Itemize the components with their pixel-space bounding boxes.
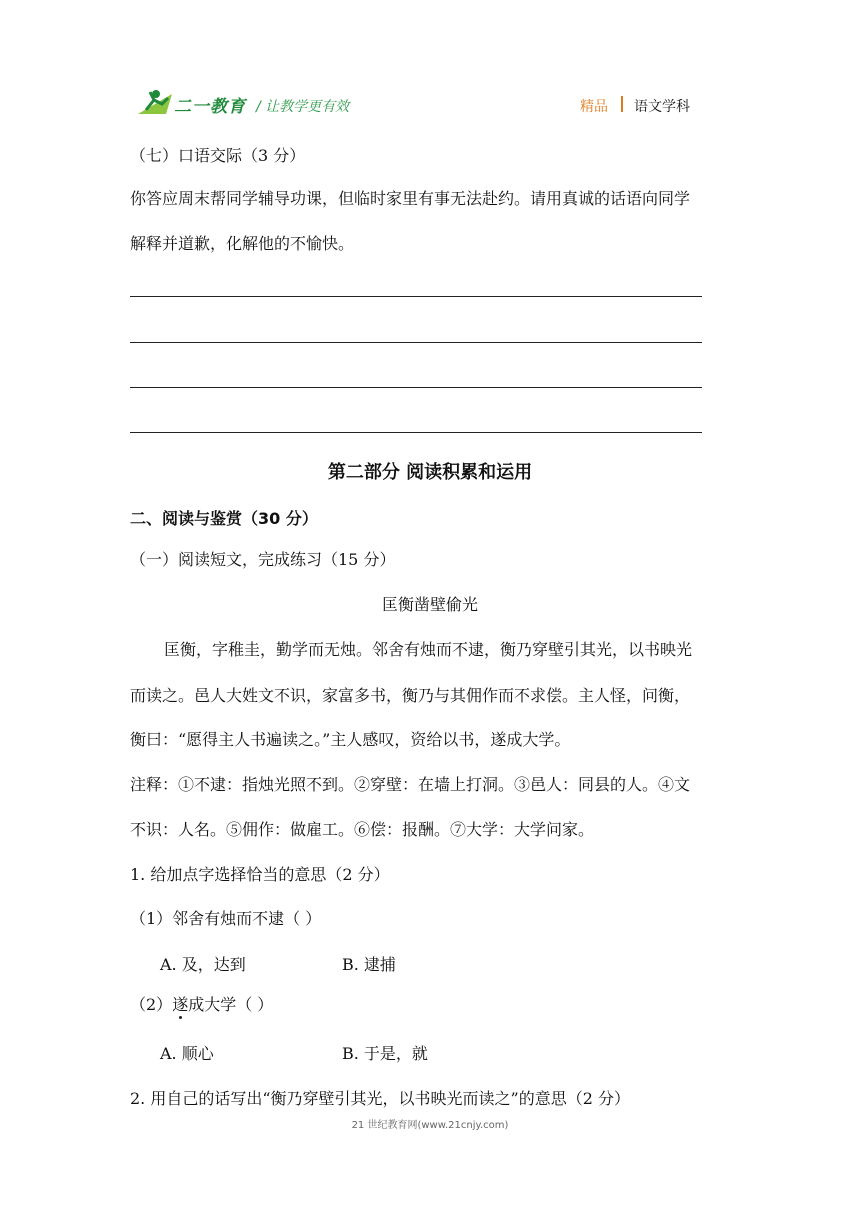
notes-line: 不识：人名。⑤佣作：做雇工。⑥偿：报酬。⑦大学：大学问家。 <box>130 820 595 839</box>
oral-heading: （七）口语交际（3 分） <box>130 146 306 165</box>
header-divider <box>621 96 623 112</box>
oral-prompt-line1: 你答应周末帮同学辅导功课，但临时家里有事无法赴约。请用真诚的话语向同学 <box>130 189 691 208</box>
answer-line <box>130 296 702 297</box>
option-a: A. 顺心 <box>160 1044 214 1063</box>
option-b: B. 于是，就 <box>342 1044 428 1063</box>
emphasis-dot <box>179 1016 182 1019</box>
part-two-title: 第二部分 阅读积累和运用 <box>327 462 533 483</box>
subsection-title: （一）阅读短文，完成练习（15 分） <box>130 550 396 569</box>
emphasized-char: 遂 <box>172 995 188 1014</box>
passage-line: 而读之。邑人大姓文不识，家富多书，衡乃与其佣作而不求偿。主人怪，问衡， <box>130 686 691 705</box>
section-title: 二、阅读与鉴赏（30 分） <box>130 509 318 528</box>
question-1-2-prefix: （2） <box>130 995 173 1014</box>
question-1: 1. 给加点字选择恰当的意思（2 分） <box>130 865 390 884</box>
answer-line <box>130 432 702 433</box>
premium-label: 精品 <box>580 99 608 115</box>
brand-slogan: / 让教学更有效 <box>256 99 350 115</box>
subject-label: 语文学科 <box>634 99 690 115</box>
notes-line: 注释：①不逮：指烛光照不到。②穿壁：在墙上打洞。③邑人：同县的人。④文 <box>130 775 691 794</box>
page-footer: 21 世纪教育网(www.21cnjy.com) <box>351 1120 509 1131</box>
brand-name: 二一教育 <box>174 97 246 117</box>
runner-logo-icon <box>136 88 176 118</box>
question-1-1: （1）邻舍有烛而不逮（ ） <box>130 909 322 928</box>
option-b: B. 逮捕 <box>342 955 396 974</box>
answer-line <box>130 342 702 343</box>
answer-line <box>130 387 702 388</box>
option-a: A. 及，达到 <box>160 955 246 974</box>
oral-prompt-line2: 解释并道歉，化解他的不愉快。 <box>130 234 355 253</box>
question-1-2-rest: 成大学（ ） <box>188 995 274 1014</box>
question-1-2 <box>130 995 273 1015</box>
passage-line: 衡曰：“愿得主人书遍读之。”主人感叹，资给以书，遂成大学。 <box>130 730 571 749</box>
passage-line: 匡衡，字稚圭，勤学而无烛。邻舍有烛而不逮，衡乃穿壁引其光，以书映光 <box>164 640 693 659</box>
question-2: 2. 用自己的话写出“衡乃穿壁引其光，以书映光而读之”的意思（2 分） <box>130 1089 630 1108</box>
passage-title: 匡衡凿壁偷光 <box>381 595 478 614</box>
